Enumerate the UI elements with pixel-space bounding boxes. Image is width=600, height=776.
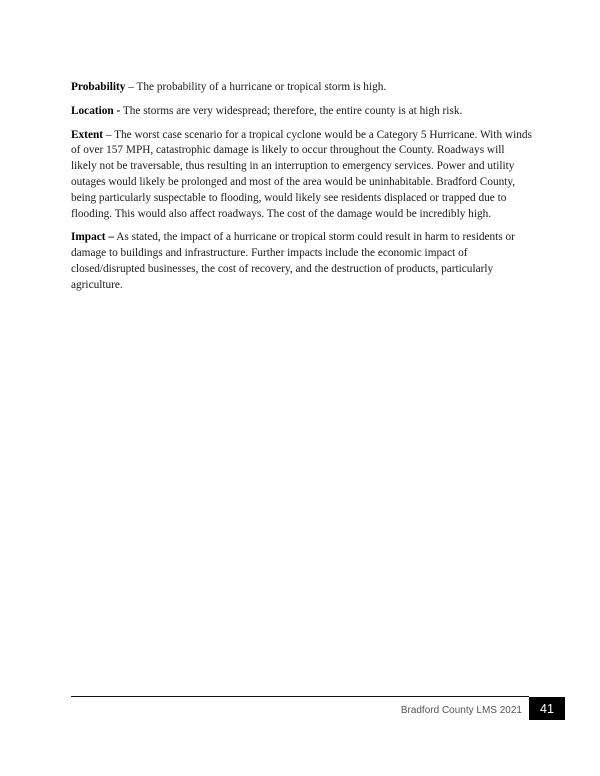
footer-divider: [71, 696, 529, 697]
paragraph-impact: [71, 230, 533, 293]
paragraph-probability: [71, 80, 533, 96]
paragraph-location: [71, 104, 533, 120]
paragraph-label: Impact –: [71, 231, 114, 244]
paragraph-text: The storms are very widespread; therefore, the entire county is at high risk.: [120, 104, 463, 117]
paragraph-label: Extent: [71, 128, 104, 141]
paragraph-text: – The probability of a hurricane or tropical storm is high.: [125, 81, 387, 93]
page-body: [71, 80, 533, 302]
paragraph-label: Probability: [71, 81, 126, 93]
footer-document-name: Bradford County LMS 2021: [400, 705, 522, 716]
paragraph-label: Location -: [71, 104, 121, 117]
paragraph-extent: [71, 128, 533, 223]
paragraph-text: – The worst case scenario for a tropical cyclone would be a Category 5 Hurricane. With winds of over 157 MPH, catastrophic damage is likely to occur throughout the County. Roadways will likely not be traversable, thus resulting in an interruption to emergency services. Power and utility outages would likely be prolonged and most of the area would be uninhabitable. Bradford County, being particularly suspectable to flooding, would likely see residents displaced or trapped due to flooding. This would also affect roadways. The cost of the damage would be incredibly high.: [71, 128, 532, 220]
paragraph-text: As stated, the impact of a hurricane or tropical storm could result in harm to residents or damage to buildings and infrastructure. Further impacts include the economic impact of closed/disrupted businesses, the cost of recovery, and the destruction of products, particularly agriculture.: [71, 231, 515, 291]
page-number: 41: [529, 697, 565, 720]
